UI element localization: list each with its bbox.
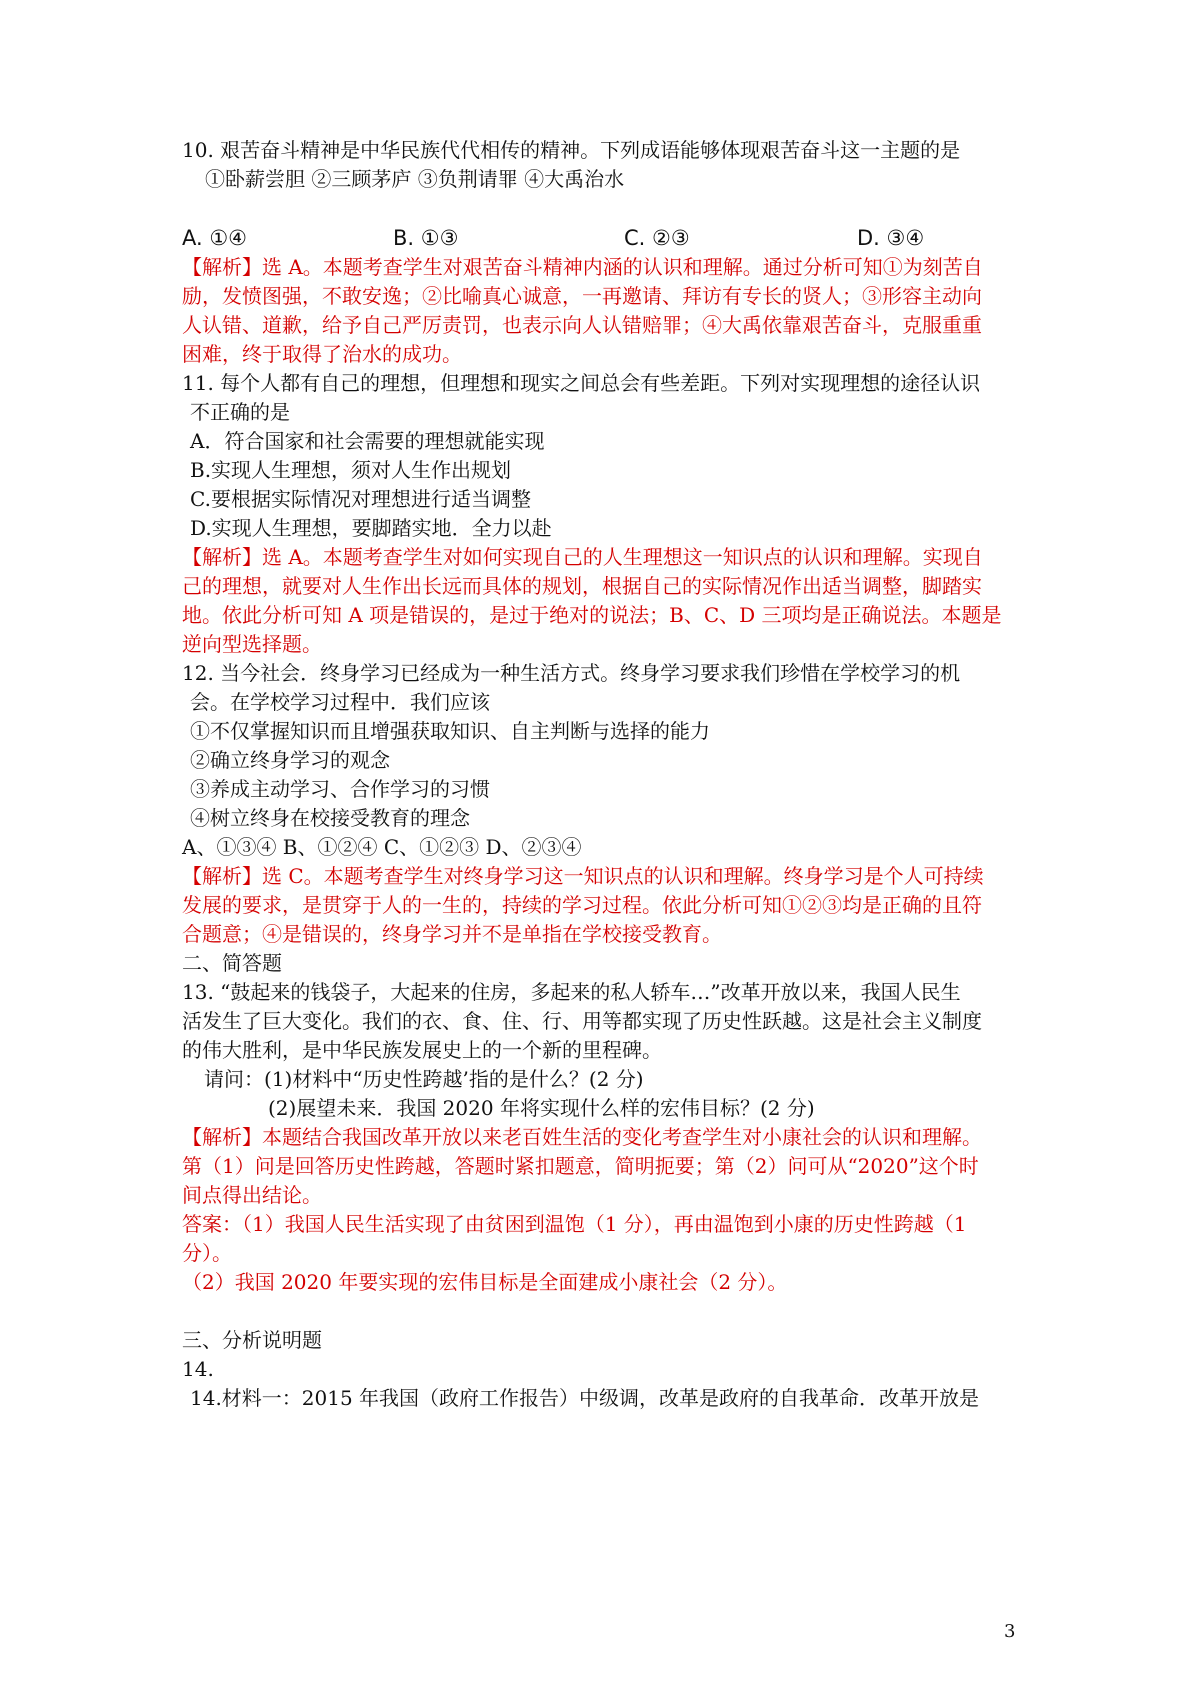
q11-analysis-1: 【解析】选 A。本题考查学生对如何实现自己的人生理想这一知识点的认识和理解。实现自 xyxy=(182,545,983,569)
q14-number: 14. xyxy=(182,1357,214,1381)
q12-analysis-3: 合题意；④是错误的，终身学习并不是单指在学校接受教育。 xyxy=(182,922,722,946)
q13-answer-1: 答案：（1）我国人民生活实现了由贫困到温饱（1 分），再由温饱到小康的历史性跨越（1 xyxy=(182,1212,967,1236)
q12-item-2: ②确立终身学习的观念 xyxy=(190,748,390,772)
q13-analysis-3: 间点得出结论。 xyxy=(182,1183,322,1207)
q10-option-c: C. ②③ xyxy=(624,226,690,250)
q12-options: A、①③④ B、①②④ C、①②③ D、②③④ xyxy=(182,835,582,859)
q11-stem-2: 不正确的是 xyxy=(190,400,290,424)
q11-analysis-3: 地。依此分析可知 A 项是错误的，是过于绝对的说法；B、C、D 三项均是正确说法。本题是 xyxy=(182,603,1002,627)
q10-option-a: A. ①④ xyxy=(182,226,247,250)
q10-stem: 10. 艰苦奋斗精神是中华民族代代相传的精神。下列成语能够体现艰苦奋斗这一主题的是 xyxy=(182,138,961,162)
q11-analysis-2: 己的理想，就要对人生作出长远而具体的规划，根据自己的实际情况作出适当调整，脚踏实 xyxy=(182,574,982,598)
q12-analysis-2: 发展的要求，是贯穿于人的一生的，持续的学习过程。依此分析可知①②③均是正确的且符 xyxy=(182,893,982,917)
q13-stem-1: 13. “鼓起来的钱袋子，大起来的住房，多起来的私人轿车…”改革开放以来，我国人民生 xyxy=(182,980,961,1004)
q10-analysis-1: 【解析】选 A。本题考查学生对艰苦奋斗精神内涵的认识和理解。通过分析可知①为刻苦自 xyxy=(182,255,983,279)
q10-analysis-2: 励，发愤图强，不敢安逸；②比喻真心诚意，一再邀请、拜访有专长的贤人；③形容主动向 xyxy=(182,284,982,308)
q11-option-a: A．符合国家和社会需要的理想就能实现 xyxy=(190,429,545,453)
q11-option-d: D.实现人生理想，要脚踏实地．全力以赴 xyxy=(190,516,552,540)
q12-stem-2: 会。在学校学习过程中．我们应该 xyxy=(190,690,490,714)
page-number: 3 xyxy=(1004,1621,1016,1642)
q12-item-4: ④树立终身在校接受教育的理念 xyxy=(190,806,470,830)
q11-option-b: B.实现人生理想，须对人生作出规划 xyxy=(190,458,512,482)
q12-stem-1: 12. 当今社会．终身学习已经成为一种生活方式。终身学习要求我们珍惜在学校学习的机 xyxy=(182,661,961,685)
q13-stem-2: 活发生了巨大变化。我们的衣、食、住、行、用等都实现了历史性跃越。这是社会主义制度 xyxy=(182,1009,982,1033)
section-2-heading: 二、简答题 xyxy=(182,951,282,975)
q10-option-b: B. ①③ xyxy=(393,226,459,250)
q14-material: 14.材料一：2015 年我国（政府工作报告）中级调，改革是政府的自我革命．改革开放是 xyxy=(190,1386,980,1410)
q13-stem-3: 的伟大胜利，是中华民族发展史上的一个新的里程碑。 xyxy=(182,1038,662,1062)
q10-analysis-4: 困难，终于取得了治水的成功。 xyxy=(182,342,462,366)
q11-option-c: C.要根据实际情况对理想进行适当调整 xyxy=(190,487,531,511)
q12-analysis-1: 【解析】选 C。本题考查学生对终身学习这一知识点的认识和理解。终身学习是个人可持续 xyxy=(182,864,984,888)
q12-item-1: ①不仅掌握知识而且增强获取知识、自主判断与选择的能力 xyxy=(190,719,710,743)
q13-analysis-1: 【解析】本题结合我国改革开放以来老百姓生活的变化考查学生对小康社会的认识和理解。 xyxy=(182,1125,982,1149)
q10-analysis-3: 人认错、道歉，给予自己严厉责罚，也表示向人认错赔罪；④大禹依靠艰苦奋斗，克服重重 xyxy=(182,313,982,337)
section-3-heading: 三、分析说明题 xyxy=(182,1328,322,1352)
q13-ask-1: 请问：(1)材料中“历史性跨越’指的是什么？(2 分) xyxy=(204,1067,644,1091)
q12-item-3: ③养成主动学习、合作学习的习惯 xyxy=(190,777,490,801)
q10-option-d: D. ③④ xyxy=(857,226,925,250)
q13-answer-3: （2）我国 2020 年要实现的宏伟目标是全面建成小康社会（2 分）。 xyxy=(182,1270,788,1294)
q13-analysis-2: 第（1）问是回答历史性跨越，答题时紧扣题意，简明扼要；第（2）问可从“2020”这个时 xyxy=(182,1154,979,1178)
q11-analysis-4: 逆向型选择题。 xyxy=(182,632,322,656)
q10-items: ①卧薪尝胆 ②三顾茅庐 ③负荆请罪 ④大禹治水 xyxy=(205,167,625,191)
q13-answer-2: 分）。 xyxy=(182,1241,232,1265)
q11-stem-1: 11. 每个人都有自己的理想，但理想和现实之间总会有些差距。下列对实现理想的途径认识 xyxy=(182,371,981,395)
q13-ask-2: (2)展望未来．我国 2020 年将实现什么样的宏伟目标？(2 分) xyxy=(268,1096,815,1120)
